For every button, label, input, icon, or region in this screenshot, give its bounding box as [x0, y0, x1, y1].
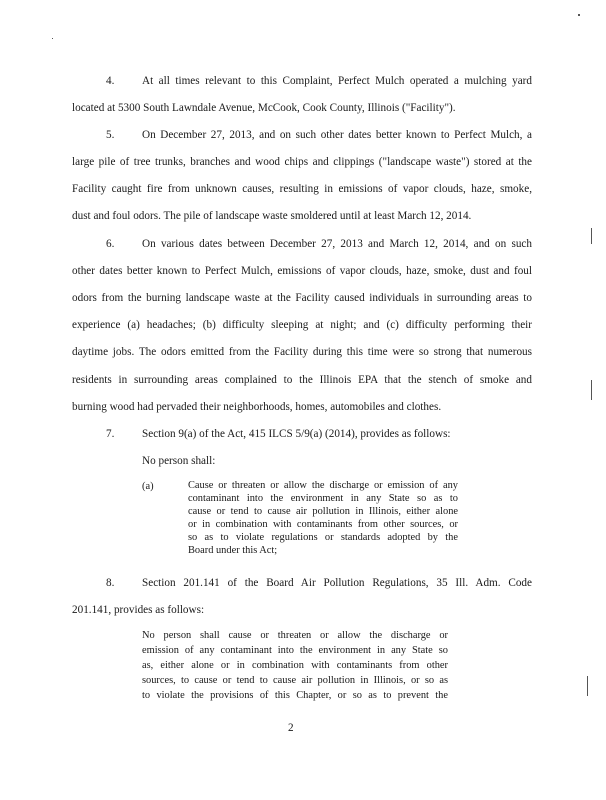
paragraph-6-line-3: odors from the burning landscape waste at the Facility caused individuals in surrounding areas to	[72, 292, 532, 304]
paragraph-8-line-2: 201.141, provides as follows:	[72, 604, 205, 616]
paragraph-7-item-label: (a)	[142, 481, 154, 492]
paragraph-6-line-4: experience (a) headaches; (b) difficulty sleeping at night; and (c) difficulty performing their	[72, 319, 532, 331]
paragraph-5-line-3: Facility caught fire from unknown causes, resulting in emissions of vapor clouds, haze, smoke,	[72, 183, 532, 195]
margin-mark	[591, 228, 592, 244]
paragraph-6-line-2: other dates better known to Perfect Mulch, emissions of vapor clouds, haze, smoke, dust and foul	[72, 265, 532, 277]
paragraph-7-item-line-5: so as to violate regulations or standards adopted by the	[188, 532, 458, 543]
paragraph-7-text: Section 9(a) of the Act, 415 ILCS 5/9(a) (2014), provides as follows:	[142, 428, 451, 440]
paragraph-8-quote-line-1: No person shall cause or threaten or allow the discharge or	[142, 630, 448, 641]
paragraph-8-line-1: Section 201.141 of the Board Air Pollution Regulations, 35 Ill. Adm. Code	[142, 577, 532, 589]
paragraph-8-number: 8.	[106, 577, 115, 589]
paragraph-7-intro: No person shall:	[142, 455, 216, 467]
margin-mark	[591, 380, 592, 400]
paragraph-7-item-line-3: cause or tend to cause air pollution in Illinois, either alone	[188, 506, 458, 517]
paragraph-5-line-1: On December 27, 2013, and on such other dates better known to Perfect Mulch, a	[142, 129, 532, 141]
paragraph-4-number: 4.	[106, 75, 115, 87]
paragraph-8-quote-line-3: as, either alone or in combination with contaminants from other	[142, 660, 448, 671]
paragraph-7-item-line-4: or in combination with contaminants from other sources, or	[188, 519, 458, 530]
paragraph-5-line-4: dust and foul odors. The pile of landscape waste smoldered until at least March 12, 2014.	[72, 210, 472, 222]
paragraph-4-line-1: At all times relevant to this Complaint, Perfect Mulch operated a mulching yard	[142, 75, 532, 87]
scan-speck	[578, 14, 580, 16]
paragraph-5-number: 5.	[106, 129, 115, 141]
margin-mark	[587, 676, 588, 696]
paragraph-6-line-5: daytime jobs. The odors emitted from the Facility during this time were so strong that numerous	[72, 346, 532, 358]
paragraph-4-line-2: located at 5300 South Lawndale Avenue, McCook, Cook County, Illinois ("Facility").	[72, 102, 456, 114]
paragraph-7-item-line-2: contaminant into the environment in any State so as to	[188, 493, 458, 504]
paragraph-8-quote-line-2: emission of any contaminant into the environment in any State so	[142, 645, 448, 656]
paragraph-6-line-7: burning wood had pervaded their neighborhoods, homes, automobiles and clothes.	[72, 401, 442, 413]
paragraph-6-number: 6.	[106, 238, 115, 250]
paragraph-8-quote-line-4: sources, to cause or tend to cause air pollution in Illinois, or so as	[142, 675, 448, 686]
paragraph-7-item-line-1: Cause or threaten or allow the discharge or emission of any	[188, 480, 458, 491]
paragraph-6-line-1: On various dates between December 27, 2013 and March 12, 2014, and on such	[142, 238, 532, 250]
paragraph-6-line-6: residents in surrounding areas complained to the Illinois EPA that the stench of smoke and	[72, 374, 532, 386]
paragraph-8-quote-line-5: to violate the provisions of this Chapter, or so as to prevent the	[142, 690, 448, 701]
paragraph-5-line-2: large pile of tree trunks, branches and wood chips and clippings ("landscape waste") stored at the	[72, 156, 532, 168]
page-number: 2	[288, 722, 294, 734]
paragraph-7-number: 7.	[106, 428, 115, 440]
paragraph-7-item-line-6: Board under this Act;	[188, 545, 278, 556]
scan-speck	[52, 38, 53, 39]
